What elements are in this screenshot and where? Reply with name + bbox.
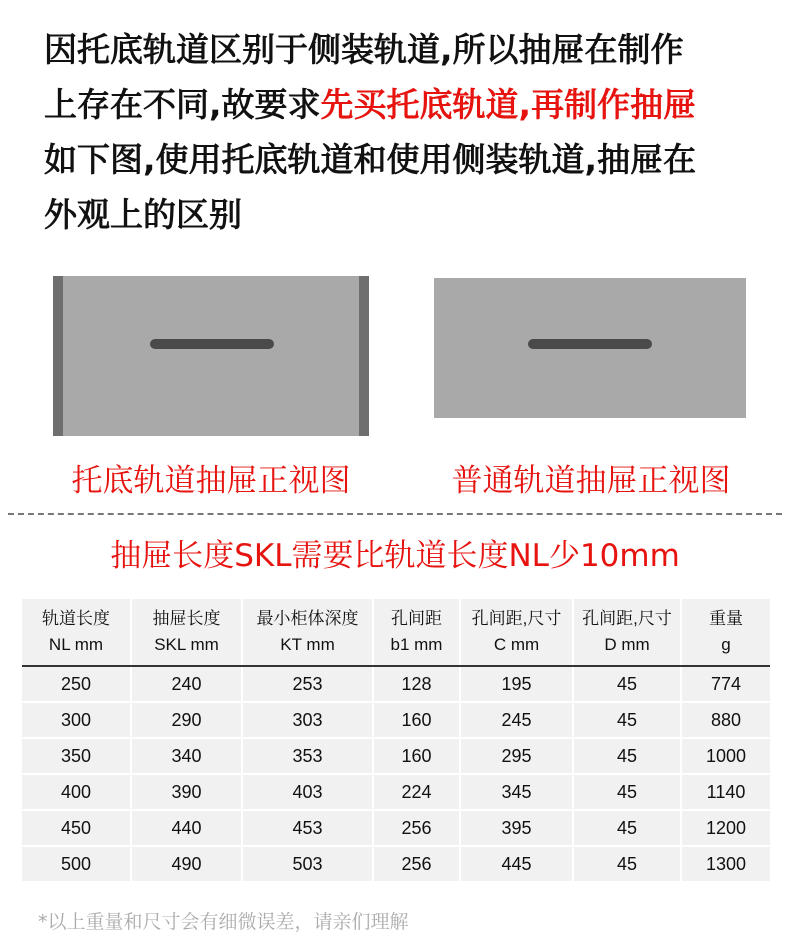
table-cell: 395 xyxy=(460,810,573,846)
table-cell: 128 xyxy=(373,666,460,702)
intro-line-2-highlight: 先买托底轨道,再制作抽屉 xyxy=(320,85,697,124)
table-cell: 1140 xyxy=(681,774,770,810)
intro-text xyxy=(44,22,764,242)
table-cell: 1300 xyxy=(681,846,770,882)
table-row xyxy=(22,846,770,882)
right-side-panel xyxy=(359,276,369,436)
table-cell: 303 xyxy=(242,702,373,738)
intro-line-1: 因托底轨道区别于侧装轨道,所以抽屉在制作 xyxy=(44,30,684,69)
header-row xyxy=(22,599,770,666)
header-cell: 重量 g xyxy=(681,599,770,666)
table-row xyxy=(22,738,770,774)
dashed-divider xyxy=(8,513,782,515)
table-cell: 340 xyxy=(131,738,242,774)
table-cell: 353 xyxy=(242,738,373,774)
intro-line-3: 如下图,使用托底轨道和使用侧装轨道,抽屉在 xyxy=(44,140,697,179)
spec-table xyxy=(22,599,770,883)
table-cell: 440 xyxy=(131,810,242,846)
table-cell: 500 xyxy=(22,846,131,882)
table-row xyxy=(22,666,770,702)
table-cell: 880 xyxy=(681,702,770,738)
table-cell: 450 xyxy=(22,810,131,846)
table-row xyxy=(22,702,770,738)
table-cell: 160 xyxy=(373,738,460,774)
table-cell: 253 xyxy=(242,666,373,702)
table-cell: 256 xyxy=(373,846,460,882)
table-cell: 45 xyxy=(573,738,681,774)
undermount-drawer-illustration xyxy=(53,276,369,436)
table-cell: 453 xyxy=(242,810,373,846)
table-cell: 445 xyxy=(460,846,573,882)
table-cell: 503 xyxy=(242,846,373,882)
table-cell: 245 xyxy=(460,702,573,738)
table-row xyxy=(22,774,770,810)
table-cell: 256 xyxy=(373,810,460,846)
table-cell: 1200 xyxy=(681,810,770,846)
header-cell: 孔间距 b1 mm xyxy=(373,599,460,666)
table-cell: 390 xyxy=(131,774,242,810)
table-cell: 195 xyxy=(460,666,573,702)
undermount-caption: 托底轨道抽屉正视图 xyxy=(71,463,351,499)
table-cell: 224 xyxy=(373,774,460,810)
footnote: *以上重量和尺寸会有细微误差，请亲们理解 xyxy=(38,911,409,933)
table-cell: 300 xyxy=(22,702,131,738)
table-cell: 350 xyxy=(22,738,131,774)
table-cell: 345 xyxy=(460,774,573,810)
table-row xyxy=(22,810,770,846)
table-cell: 490 xyxy=(131,846,242,882)
table-cell: 250 xyxy=(22,666,131,702)
intro-line-4: 外观上的区别 xyxy=(44,195,242,234)
header-cell: 轨道长度 NL mm xyxy=(22,599,131,666)
length-note: 抽屉长度SKL需要比轨道长度NL少10mm xyxy=(110,538,680,574)
header-cell: 孔间距,尺寸 C mm xyxy=(460,599,573,666)
header-cell: 抽屉长度 SKL mm xyxy=(131,599,242,666)
table-cell: 45 xyxy=(573,666,681,702)
table-body xyxy=(22,666,770,882)
standard-drawer-illustration xyxy=(434,278,746,418)
header-cell: 孔间距,尺寸 D mm xyxy=(573,599,681,666)
table-cell: 160 xyxy=(373,702,460,738)
table-cell: 240 xyxy=(131,666,242,702)
table-cell: 1000 xyxy=(681,738,770,774)
standard-caption: 普通轨道抽屉正视图 xyxy=(451,463,731,499)
table-cell: 45 xyxy=(573,702,681,738)
intro-line-2 xyxy=(44,77,764,132)
table-cell: 45 xyxy=(573,810,681,846)
table-cell: 45 xyxy=(573,846,681,882)
header-cell: 最小柜体深度 KT mm xyxy=(242,599,373,666)
intro-line-2-start: 上存在不同,故要求 xyxy=(44,85,321,124)
left-side-panel xyxy=(53,276,63,436)
table-cell: 400 xyxy=(22,774,131,810)
table-cell: 290 xyxy=(131,702,242,738)
table-cell: 45 xyxy=(573,774,681,810)
table-cell: 403 xyxy=(242,774,373,810)
table-cell: 295 xyxy=(460,738,573,774)
drawer-handle xyxy=(150,339,274,349)
drawer-handle xyxy=(528,339,652,349)
table-cell: 774 xyxy=(681,666,770,702)
